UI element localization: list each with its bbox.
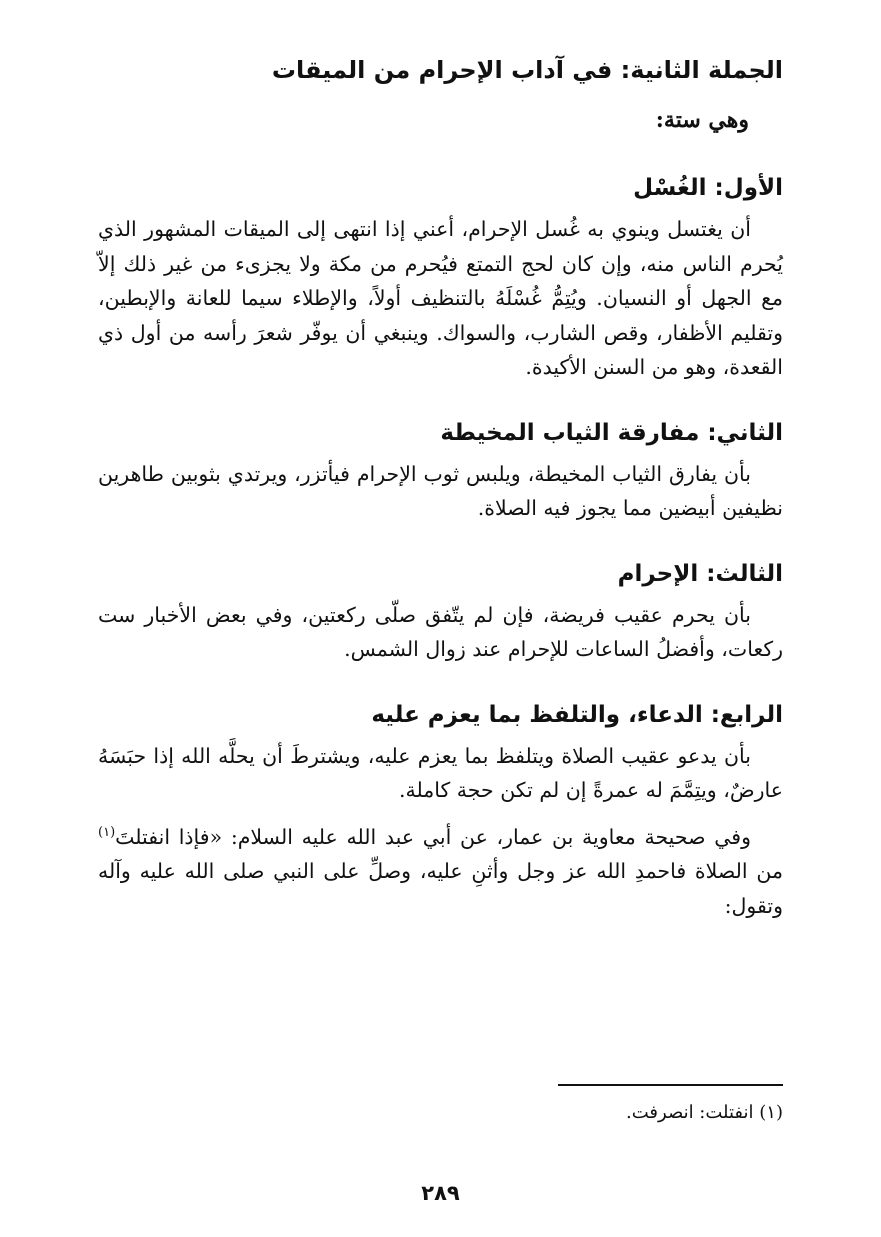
section-heading: الأول: الغُسْل [633,175,783,201]
paragraph: بأن يحرم عقيب فريضة، فإن لم يتّفق صلّى ركعتين، وفي بعض الأخبار ست ركعات، وأفضلُ الساعات للإحرام عند زوال الشمس. [98,602,783,661]
section-heading: الثالث: الإحرام [617,560,783,587]
footnote-reference[interactable]: (١) [98,824,116,840]
section-heading: الثاني: مفارقة الثياب المخيطة [440,419,783,446]
quote-text-start: وفي صحيحة معاوية بن عمار، عن أبي عبد الله عليه السلام: «فإذا انفتلتَ [115,824,751,849]
footnote-divider [558,1084,783,1086]
section-fourth [98,693,783,924]
section-third [98,552,783,667]
intro-text: وهي ستة: [655,107,749,133]
paragraph: أن يغتسل وينوي به غُسل الإحرام، أعني إذا انتهى إلى الميقات المشهور الذي يُحرم الناس منه، وإن كان لحج التمتع فيُحرم من مكة ولا يجزىء من غير ذلك إلاّ مع الجهل أو النسيان. ويُتِمُّ غُسْلَهُ بالتنظيف أولاً، والإطلاء سيما للعانة والإبطين، وتقليم الأظفار، وقص الشارب، والسواك. وينبغي أن يوفّر شعرَ رأسه من أول ذي القعدة، وهو من السنن الأكيدة. [98,217,783,379]
quote-paragraph [98,820,783,924]
section-first [98,166,783,385]
paragraph: بأن يدعو عقيب الصلاة ويتلفظ بما يعزم عليه، ويشترطَ أن يحلَّه الله إذا حبَسَهُ عارضٌ، ويتِمَّمَ له عمرةً إن لم تكن حجة كاملة. [98,743,783,802]
section-heading: الرابع: الدعاء، والتلفظ بما يعزم عليه [371,701,783,728]
page [98,50,783,1237]
paragraph: بأن يفارق الثياب المخيطة، ويلبس ثوب الإحرام فيأتزر، ويرتدي بثوبين طاهرين نظيفين أبيضين مما يجوز فيه الصلاة. [98,461,783,520]
quote-text-end: من الصلاة فاحمدِ الله عز وجل وأثنِ عليه، وصلِّ على النبي صلى الله عليه وآله وتقول: [98,859,783,918]
page-number: ٢٨٩ [421,1181,460,1205]
footnote: (١) انفتلت: انصرفت. [626,1102,783,1123]
page-title: الجملة الثانية: في آداب الإحرام من الميقات [271,56,783,84]
section-second [98,411,783,526]
